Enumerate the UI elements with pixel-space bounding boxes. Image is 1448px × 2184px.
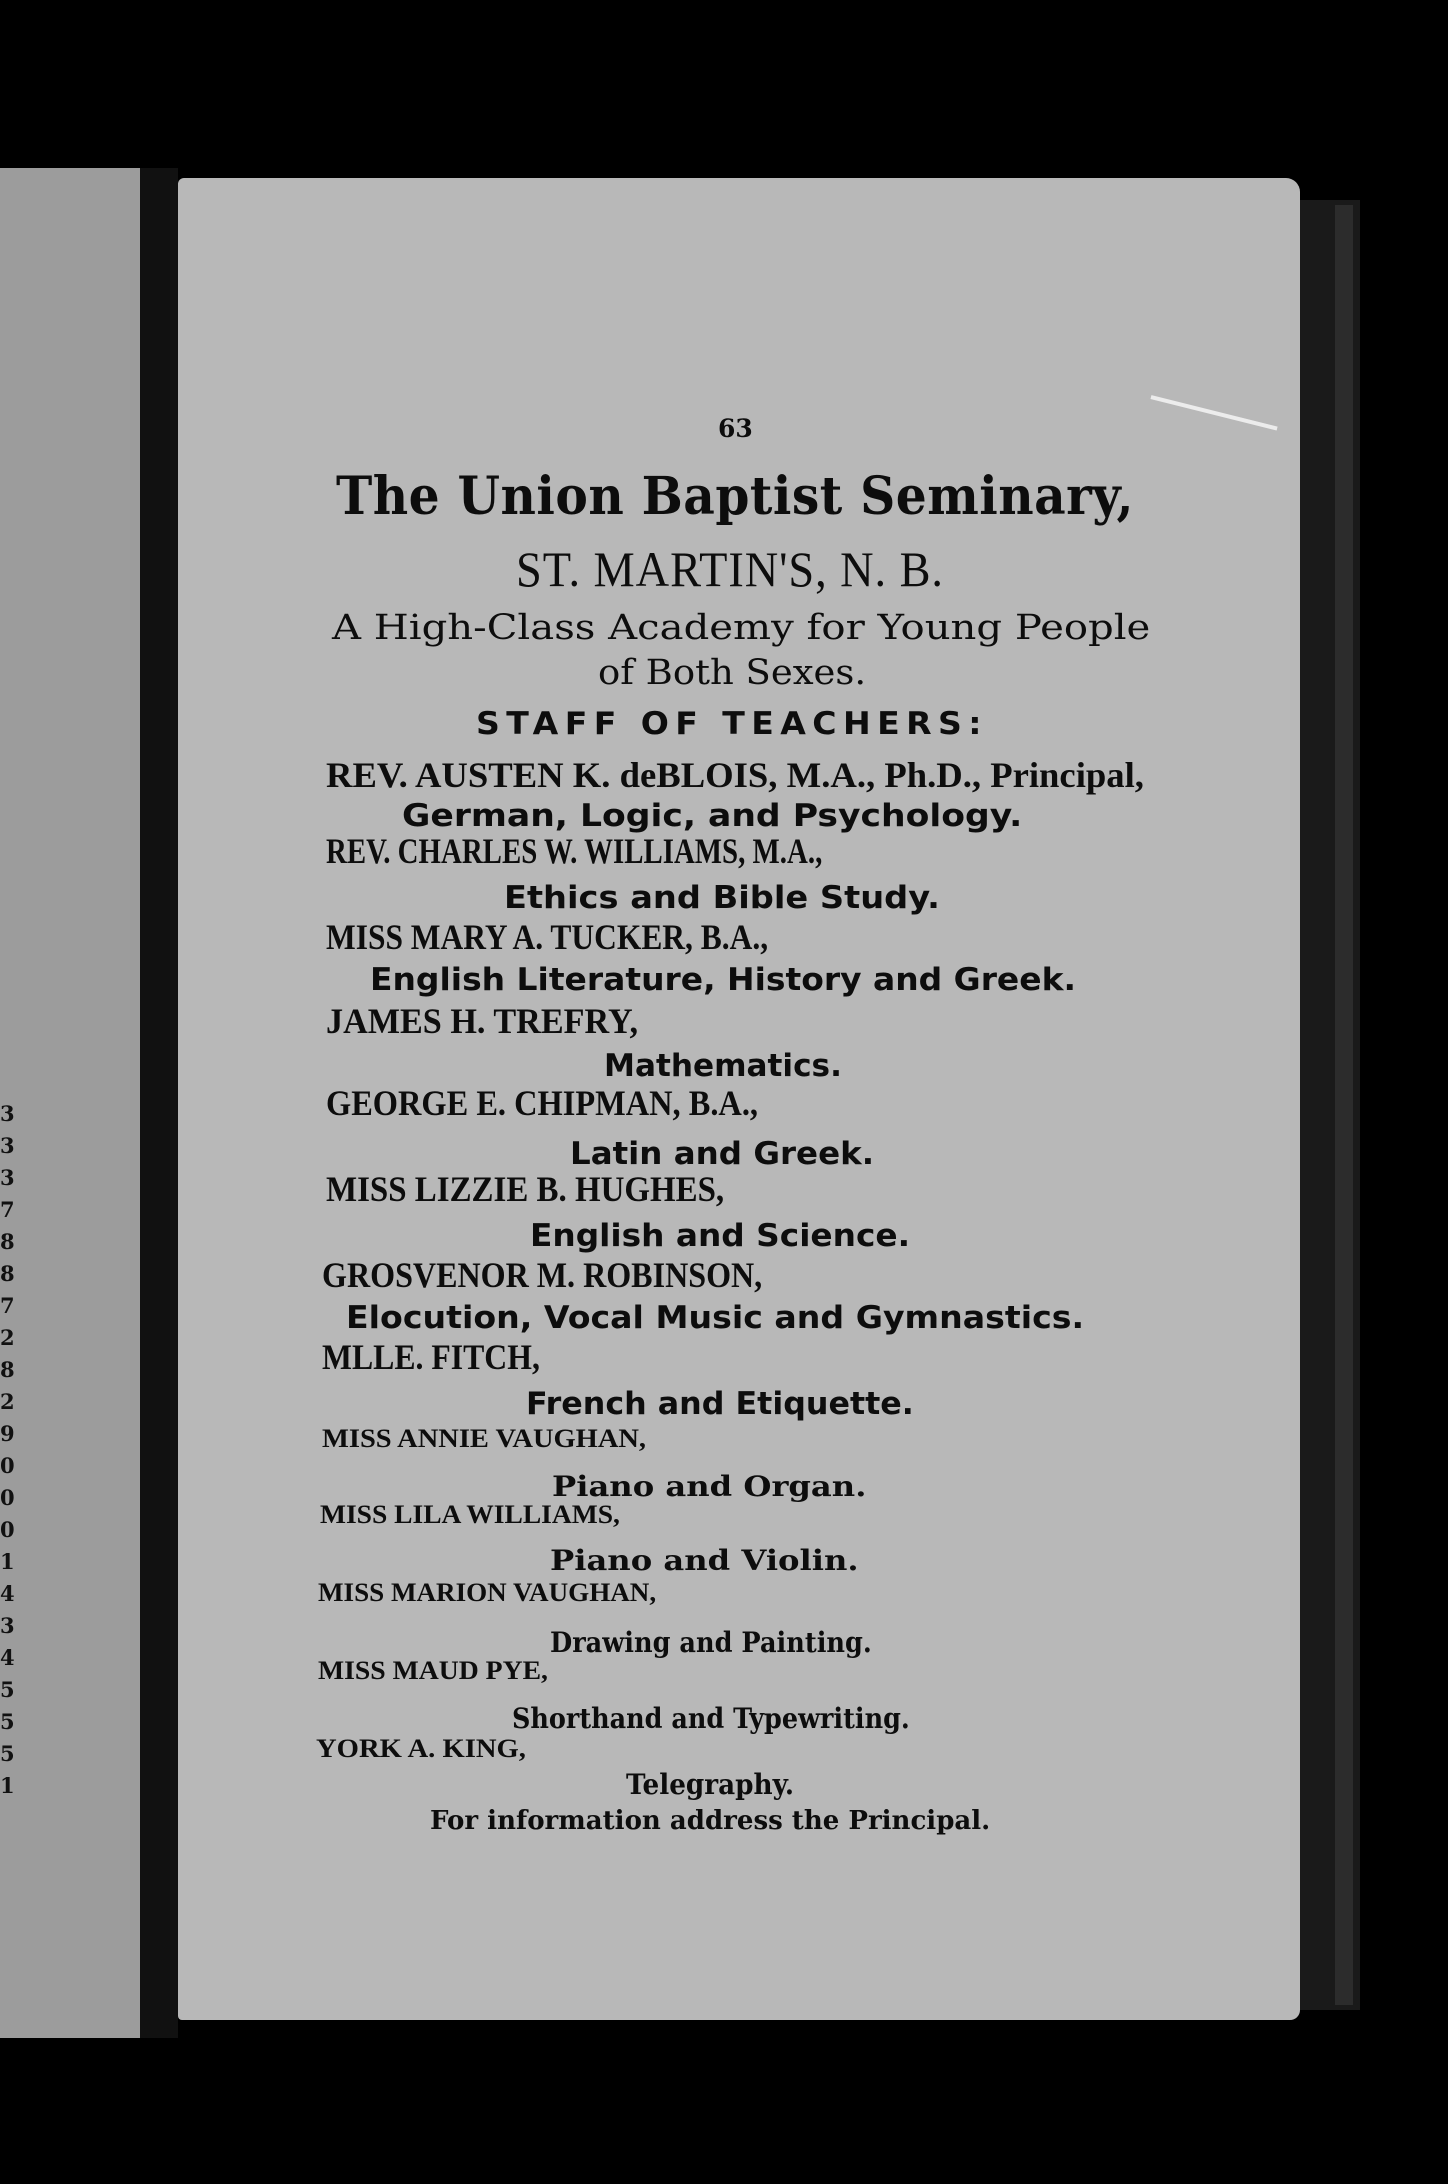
teacher-name: MISS ANNIE VAUGHAN, [322, 1424, 647, 1453]
teacher-name: MISS MAUD PYE, [318, 1656, 548, 1685]
margin-digit: 7 [0, 1293, 15, 1318]
teacher-name: JAMES H. TREFRY, [326, 1001, 639, 1041]
margin-digit: 0 [0, 1453, 15, 1478]
tagline-line-1: A High-Class Academy for Young People [332, 608, 1151, 648]
teacher-subjects: Latin and Greek. [570, 1136, 875, 1172]
margin-digit: 1 [0, 1549, 15, 1574]
left-facing-page [0, 168, 148, 2038]
page-edge-stack-inner [1335, 205, 1353, 2005]
teacher-name: MISS LILA WILLIAMS, [320, 1500, 620, 1529]
footer-note: For information address the Principal. [430, 1806, 991, 1836]
teacher-name: MISS MARION VAUGHAN, [318, 1578, 657, 1607]
margin-digit: 0 [0, 1517, 15, 1542]
margin-digit: 0 [0, 1485, 15, 1510]
teacher-name: YORK A. KING, [316, 1734, 526, 1763]
teacher-subjects: German, Logic, and Psychology. [402, 798, 1023, 834]
margin-digit: 5 [0, 1709, 15, 1734]
teacher-name: REV. CHARLES W. WILLIAMS, M.A., [326, 831, 823, 871]
page-number: 63 [718, 414, 753, 443]
gutter-shadow [140, 168, 178, 2038]
margin-digit: 7 [0, 1197, 15, 1222]
teacher-name: MISS MARY A. TUCKER, B.A., [326, 917, 769, 957]
teacher-subjects: Piano and Organ. [552, 1470, 867, 1503]
margin-digit: 9 [0, 1421, 15, 1446]
teacher-subjects: Drawing and Painting. [550, 1626, 872, 1659]
margin-digit: 8 [0, 1261, 15, 1286]
teacher-subjects: French and Etiquette. [526, 1386, 914, 1422]
teacher-name: MISS LIZZIE B. HUGHES, [326, 1169, 725, 1209]
teacher-subjects: Shorthand and Typewriting. [512, 1702, 910, 1735]
teacher-subjects: English and Science. [530, 1218, 911, 1254]
teacher-name: MLLE. FITCH, [322, 1337, 540, 1377]
margin-digit: 8 [0, 1357, 15, 1382]
margin-digit: 3 [0, 1101, 15, 1126]
margin-digit: 1 [0, 1773, 15, 1798]
margin-digit: 2 [0, 1325, 15, 1350]
left-page-margin-digits [0, 1098, 22, 1802]
page-title: The Union Baptist Seminary, [336, 466, 1134, 527]
tagline-line-2: of Both Sexes. [598, 653, 867, 693]
teacher-subjects: Telegraphy. [626, 1768, 795, 1801]
teacher-subjects: Elocution, Vocal Music and Gymnastics. [346, 1300, 1085, 1336]
margin-digit: 3 [0, 1165, 15, 1190]
staff-heading: STAFF OF TEACHERS: [476, 706, 988, 742]
margin-digit: 4 [0, 1581, 15, 1606]
margin-digit: 8 [0, 1229, 15, 1254]
margin-digit: 2 [0, 1389, 15, 1414]
teacher-subjects: Piano and Violin. [550, 1544, 859, 1577]
teacher-name: REV. AUSTEN K. deBLOIS, M.A., Ph.D., Principal, [326, 755, 1144, 795]
teacher-subjects: Mathematics. [604, 1048, 842, 1084]
margin-digit: 4 [0, 1645, 15, 1670]
margin-digit: 5 [0, 1741, 15, 1766]
teacher-subjects: English Literature, History and Greek. [370, 962, 1076, 998]
teacher-name: GROSVENOR M. ROBINSON, [322, 1255, 763, 1295]
teacher-name: GEORGE E. CHIPMAN, B.A., [326, 1083, 759, 1123]
margin-digit: 5 [0, 1677, 15, 1702]
teacher-subjects: Ethics and Bible Study. [504, 880, 940, 916]
page-subtitle: ST. MARTIN'S, N. B. [516, 541, 944, 597]
margin-digit: 3 [0, 1613, 15, 1638]
margin-digit: 3 [0, 1133, 15, 1158]
